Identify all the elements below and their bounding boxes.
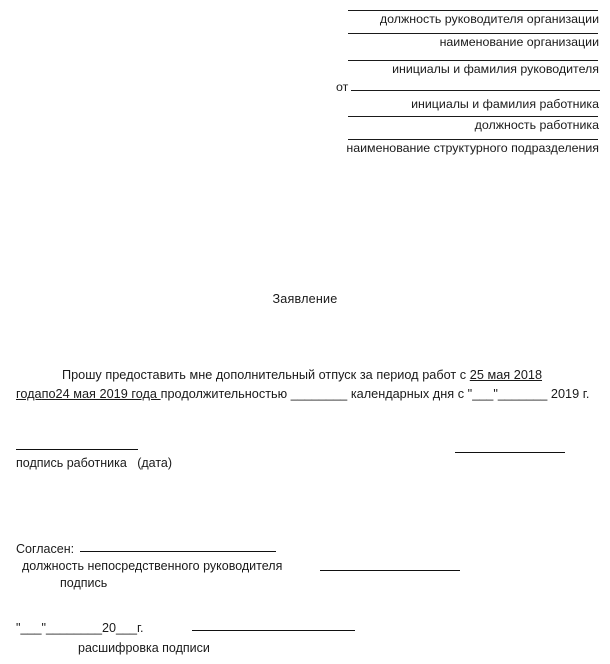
signature-decode-rule[interactable] xyxy=(192,630,355,631)
header-row-director-position xyxy=(330,10,600,28)
header-caption: должность руководителя организации xyxy=(379,12,599,26)
fill-in-rule[interactable] xyxy=(351,90,600,91)
header-row-department-name xyxy=(330,139,600,157)
period-end-date: 24 мая 2019 года xyxy=(55,387,161,401)
paragraph-year: 2019 г. xyxy=(547,387,590,401)
header-row-worker-position xyxy=(330,116,600,134)
period-separator: по xyxy=(41,387,56,401)
header-caption: наименование структурного подразделения xyxy=(346,141,599,155)
agreement-label: Согласен: xyxy=(16,542,75,556)
document-title: Заявление xyxy=(272,292,338,306)
header-caption: инициалы и фамилия работника xyxy=(411,97,599,111)
period-start-date: 25 мая 2018 года xyxy=(16,368,543,401)
worker-signature-caption: подпись работника (дата) xyxy=(16,456,173,470)
from-prefix-label: от xyxy=(336,80,349,94)
header-row-worker-name xyxy=(330,80,600,94)
duration-blank[interactable]: ________ xyxy=(290,387,348,401)
paragraph-text-part4: " xyxy=(493,387,498,401)
document-header-block xyxy=(330,10,600,159)
header-row-organization-name xyxy=(330,33,600,51)
paragraph-text-part2: продолжительностью xyxy=(160,387,291,401)
header-row-director-name xyxy=(330,60,600,78)
header-caption: наименование организации xyxy=(439,35,599,49)
agreement-signature-caption: подпись xyxy=(60,576,108,590)
signature-decode-caption: расшифровка подписи xyxy=(78,641,210,655)
header-caption: должность работника xyxy=(474,118,599,132)
worker-date-rule[interactable] xyxy=(455,452,565,453)
spacer xyxy=(330,53,600,60)
worker-signature-rule[interactable] xyxy=(16,449,138,450)
footer-date-line[interactable]: "___"________20___г. xyxy=(16,621,144,635)
paragraph-text-part3: календарных дня с " xyxy=(347,387,473,401)
start-day-blank[interactable]: ___ xyxy=(472,387,494,401)
agreement-position-rule[interactable] xyxy=(80,551,276,552)
agreement-signature-rule[interactable] xyxy=(320,570,460,571)
request-paragraph xyxy=(16,366,596,404)
header-caption: инициалы и фамилия руководителя xyxy=(392,62,599,76)
paragraph-text-part1: Прошу предоставить мне дополнительный отпуск за период работ с xyxy=(62,368,470,382)
start-month-blank[interactable]: _______ xyxy=(497,387,548,401)
agreement-position-caption: должность непосредственного руководителя xyxy=(22,559,283,573)
